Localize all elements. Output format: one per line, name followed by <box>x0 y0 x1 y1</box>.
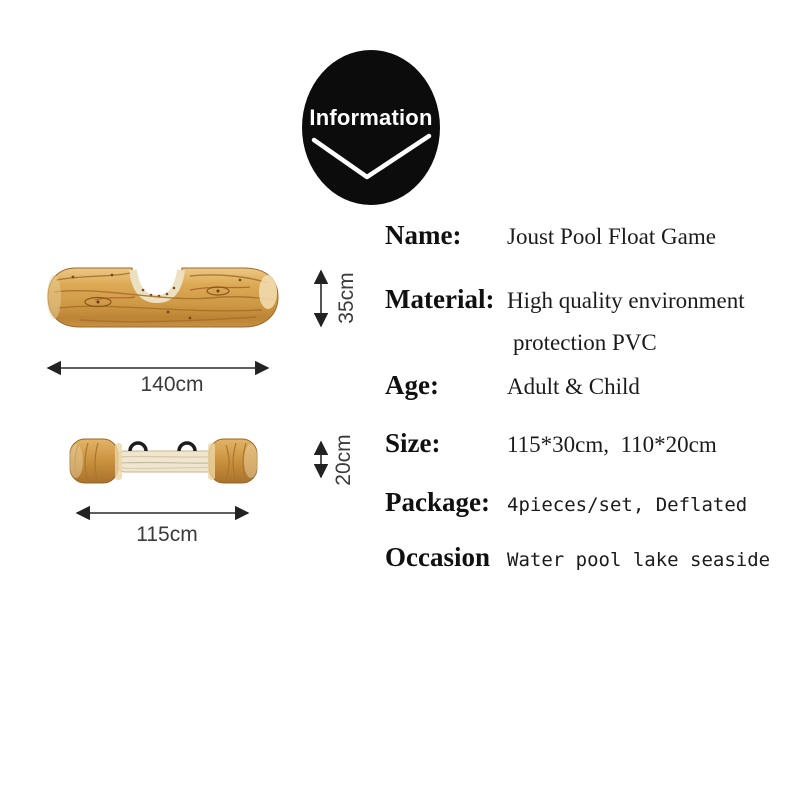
pole-handle <box>130 443 146 451</box>
spec-value: Joust Pool Float Game <box>507 224 716 249</box>
spec-label: Name: <box>385 220 462 250</box>
information-badge <box>302 50 440 205</box>
spec-value: 115*30cm, 110*20cm <box>507 432 717 457</box>
spec-row-name <box>385 220 797 251</box>
spec-label: Package: <box>385 487 490 517</box>
spec-row-package <box>385 487 797 518</box>
spec-value: Water pool lake seaside <box>507 549 771 571</box>
spec-label: Age: <box>385 370 439 400</box>
spec-label: Material: <box>385 284 495 314</box>
spec-row-material <box>385 280 797 364</box>
log-float-art <box>47 268 278 327</box>
spec-label: Occasion <box>385 542 490 572</box>
spec-value: 4pieces/set, Deflated <box>507 494 748 516</box>
spec-value: High quality environment protection PVC <box>507 288 745 355</box>
spec-label: Size: <box>385 428 441 458</box>
height-dimension-label: 20cm <box>332 434 355 486</box>
spec-row-size <box>385 428 797 459</box>
joust-pole-figure <box>40 425 370 555</box>
joust-pole-art <box>69 439 258 483</box>
log-float-figure <box>40 250 370 410</box>
width-dimension-label: 115cm <box>136 523 198 546</box>
badge-title: Information <box>309 105 433 130</box>
spec-row-occasion <box>385 542 797 573</box>
spec-value: Adult & Child <box>507 374 640 399</box>
spec-row-age <box>385 370 797 401</box>
height-dimension-label: 35cm <box>335 272 358 324</box>
pole-handle <box>179 443 195 451</box>
width-dimension-label: 140cm <box>140 373 204 396</box>
